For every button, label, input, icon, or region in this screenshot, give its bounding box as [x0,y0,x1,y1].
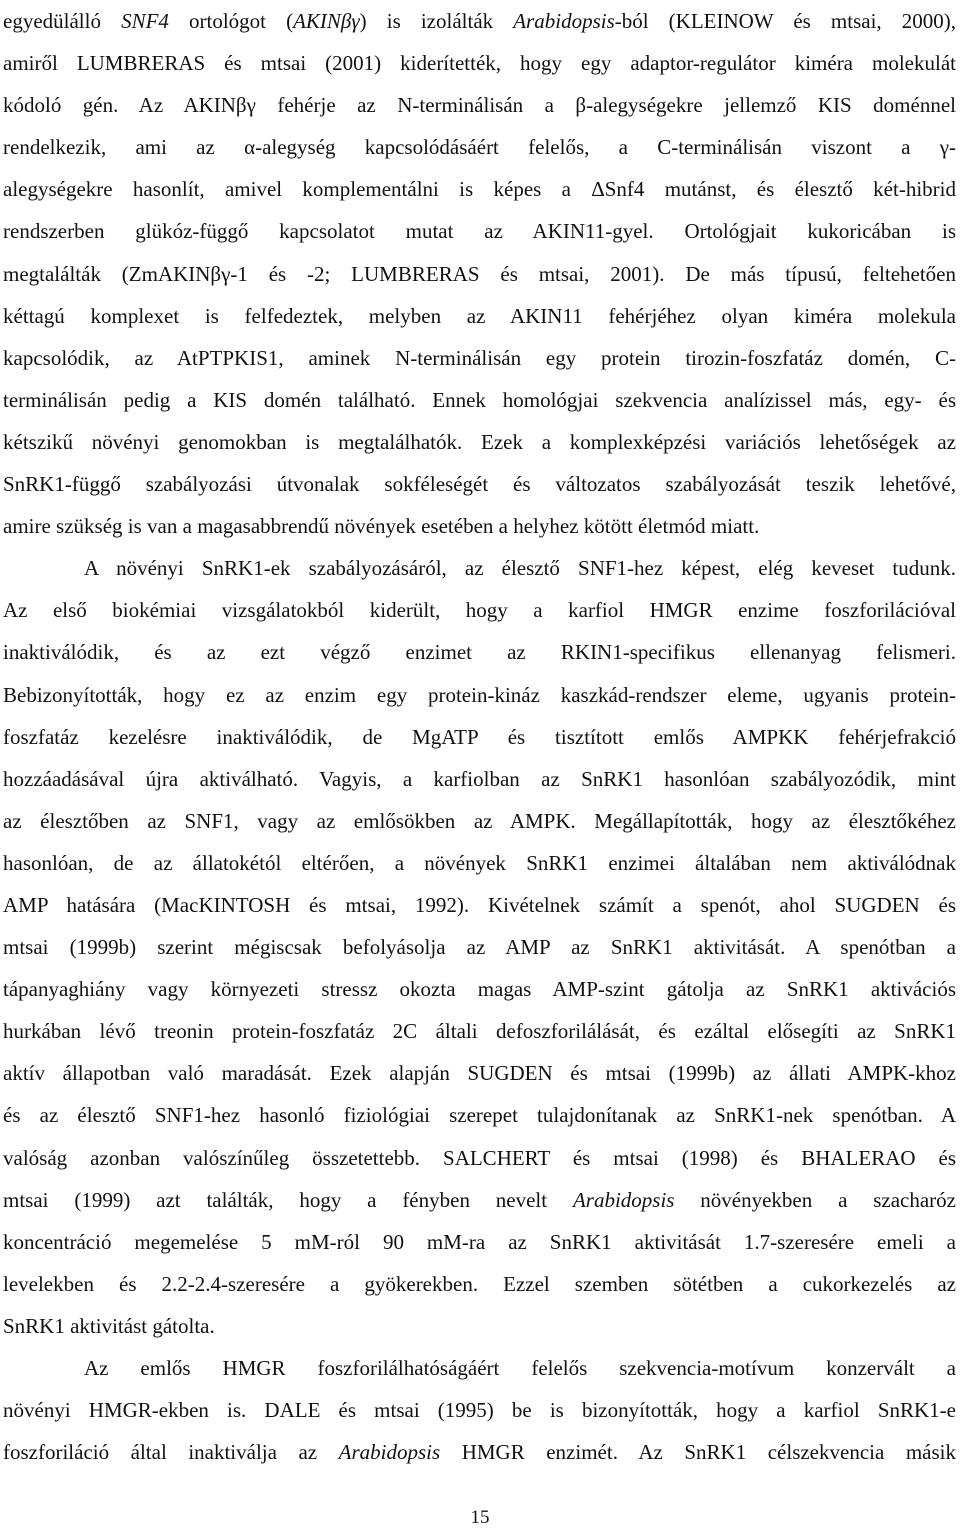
text-line: foszfatáz kezelésre inaktiválódik, de MgATP és tisztított emlős AMPKK fehérjefrakció [3,724,956,749]
text-line: AMP hatására (MacKINTOSH és mtsai, 1992). Kivételnek számít a spenót, ahol SUGDEN és [3,892,956,917]
text-line: mtsai (1999b) szerint mégiscsak befolyásolja az AMP az SnRK1 aktivitását. A spenótban a [3,935,956,960]
text-line: amiről LUMBRERAS és mtsai (2001) kiderítették, hogy egy adaptor-regulátor kiméra molekulát [3,51,956,76]
text-line: levelekben és 2.2-2.4-szeresére a gyökerekben. Ezzel szemben sötétben a cukorkezelés az [3,1271,956,1296]
text-line: kéttagú komplexet is felfedeztek, melyben az AKIN11 fehérjéhez olyan kiméra molekula [3,303,956,328]
text-line: Bebizonyították, hogy ez az enzim egy protein-kináz kaszkád-rendszer eleme, ugyanis protein- [3,682,956,707]
text-line: SnRK1 aktivitást gátolta. [3,1313,215,1338]
text-line: A növényi SnRK1-ek szabályozásáról, az élesztő SNF1-hez képest, elég keveset tudunk. [84,556,956,581]
text-line: hasonlóan, de az állatokétól eltérően, a növények SnRK1 enzimei általában nem aktiválódnak [3,850,956,875]
text-line: aktív állapotban való maradását. Ezek alapján SUGDEN és mtsai (1999b) az állati AMPK-khoz [3,1061,956,1086]
body-text [3,0,956,1473]
text-line: valóság azonban valószínűleg összetettebb. SALCHERT és mtsai (1998) és BHALERAO és [3,1145,956,1170]
text-line: koncentráció megemelése 5 mM-ról 90 mM-ra az SnRK1 aktivitását 1.7-szeresére emeli a [3,1229,956,1254]
text-line: tápanyaghiány vagy környezeti stressz okozta magas AMP-szint gátolja az SnRK1 aktivációs [3,977,956,1002]
text-line: foszforiláció által inaktiválja az Arabidopsis HMGR enzimét. Az SnRK1 célszekvencia másik [3,1440,956,1465]
text-line: kódoló gén. Az AKINβγ fehérje az N-terminálisán a β-alegységekre jellemző KIS doménnel [3,93,956,118]
text-line: alegységekre hasonlít, amivel komplementálni is képes a ΔSnf4 mutánst, és élesztő két-hibrid [3,177,956,202]
text-line: amire szükség is van a magasabbrendű növények esetében a helyhez kötött életmód miatt. [3,514,760,539]
text-line: kétszikű növényi genomokban is megtalálhatók. Ezek a komplexképzési variációs lehetőségek az [3,429,956,454]
text-line: az élesztőben az SNF1, vagy az emlősökben az AMPK. Megállapították, hogy az élesztőkéhez [3,808,956,833]
text-line: Az első biokémiai vizsgálatokból kiderült, hogy a karfiol HMGR enzime foszforilációval [3,598,956,623]
text-line: rendszerben glükóz-függő kapcsolatot mutat az AKIN11-gyel. Ortológjait kukoricában is [3,219,956,244]
text-line: Az emlős HMGR foszforilálhatóságáért felelős szekvencia-motívum konzervált a [84,1356,956,1380]
text-line: terminálisán pedig a KIS domén található. Ennek homológjai szekvencia analízissel más, egy- és [3,387,956,412]
text-line: egyedülálló SNF4 ortológot (AKINβγ) is izolálták Arabidopsis-ból (KLEINOW és mtsai, 2000), [3,9,956,33]
text-line: inaktiválódik, és az ezt végző enzimet az RKIN1-specifikus ellenanyag felismeri. [3,640,956,665]
text-line: hozzáadásával újra aktiválható. Vagyis, a karfiolban az SnRK1 hasonlóan szabályozódik, mint [3,766,956,791]
text-line: megtalálták (ZmAKINβγ-1 és -2; LUMBRERAS és mtsai, 2001). De más típusú, feltehetően [3,261,956,286]
page-number: 15 [470,1507,490,1528]
text-line: hurkában lévő treonin protein-foszfatáz 2C általi defoszforilálását, és ezáltal elősegíti az SnRK1 [3,1019,956,1044]
text-line: kapcsolódik, az AtPTPKIS1, aminek N-terminálisán egy protein tirozin-foszfatáz domén, C- [3,345,956,370]
text-line: növényi HMGR-ekben is. DALE és mtsai (1995) be is bizonyították, hogy a karfiol SnRK1-e [3,1398,956,1423]
text-line: rendelkezik, ami az α-alegység kapcsolódásáért felelős, a C-terminálisán viszont a γ- [3,135,956,160]
text-line: és az élesztő SNF1-hez hasonló fiziológiai szerepet tulajdonítanak az SnRK1-nek spenótban. A [3,1103,956,1128]
text-line: mtsai (1999) azt találták, hogy a fényben nevelt Arabidopsis növényekben a szacharóz [3,1187,956,1212]
text-line: SnRK1-függő szabályozási útvonalak sokféleségét és változatos szabályozását teszik lehetővé, [3,472,956,497]
